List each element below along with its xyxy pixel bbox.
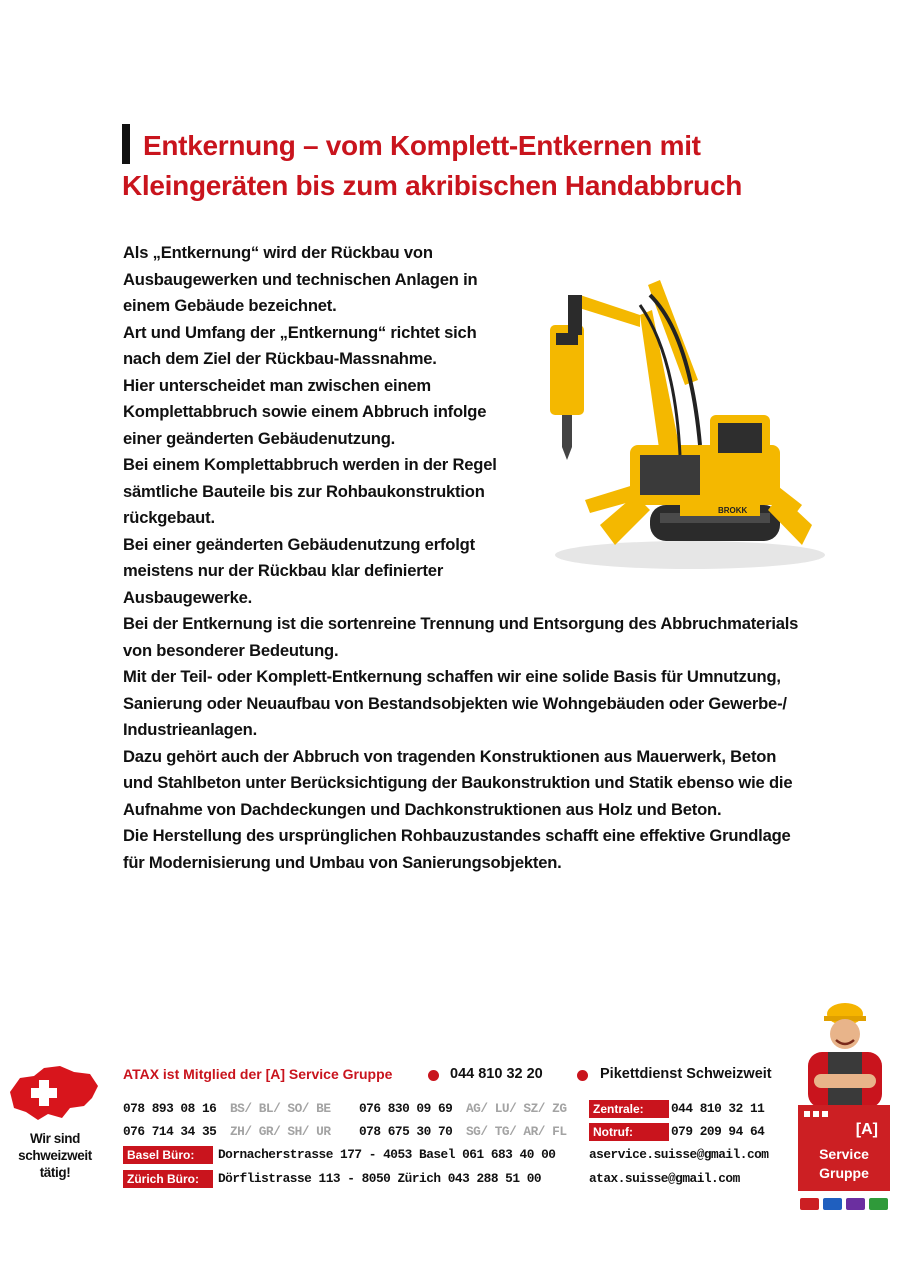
machine-label: BROKK [718,506,748,515]
paragraph-7 [123,664,803,744]
phone-number-2: 076 714 34 35 [123,1124,217,1139]
paragraph-3-pre: Hier unterscheidet man zwischen einem [123,375,431,395]
mini-logo-atax [800,1198,819,1210]
zuerich-office-label: Zürich Büro: [123,1170,213,1188]
zuerich-office-address: Dörflistrasse 113 - 8050 Zürich 043 288 51 00 [218,1171,542,1186]
hotline-bullet [428,1070,439,1081]
notruf-label: Notruf: [589,1123,669,1141]
paragraph-1: Als „Entkernung“ wird der Rückbau von Ausbaugewerken und technischen Anlagen in einem Gebäude bezeichnet. [123,243,478,315]
phone-regions-2: ZH/ GR/ SH/ UR [230,1124,331,1139]
paragraph-3 [123,373,503,453]
paragraph-4: Bei einem Komplettabbruch werden in der Regel sämtliche Bauteile bis zur Rohbaukonstruktion rückgebaut. [123,455,497,527]
title-line-1: Entkernung – vom Komplett-Entkernen mit [143,130,701,161]
paragraph-7-bold: Teil- oder Komplett-Entkernung [180,667,423,686]
paragraph-2: Art und Umfang der „Entkernung“ richtet sich nach dem Ziel der Rückbau-Massnahme. [123,322,477,368]
switzerland-map-icon [4,1062,102,1124]
service-gruppe-logo [798,1105,890,1191]
worker-mascot-image [800,1000,890,1108]
zentrale-label: Zentrale: [589,1100,669,1118]
paragraph-5: Bei einer geänderten Gebäudenutzung erfolgt meistens nur der Rückbau klar definierter Ausbaugewerke. [123,534,475,607]
notruf-number: 079 209 94 64 [671,1124,765,1139]
email-aservice[interactable]: aservice.suisse@gmail.com [589,1147,769,1162]
paragraph-9: Die Herstellung des ursprünglichen Rohbauzustandes schafft eine effektive Grundlage für Modernisierung und Umbau von Sanierungsobjekten. [123,826,791,872]
logo-square-2 [813,1111,819,1117]
paragraph-6: Bei der Entkernung ist die sortenreine Trennung und Entsorgung des Abbruchmaterials von besonderer Bedeutung. [123,614,799,660]
title-line-2: Kleingeräten bis zum akribischen Handabbruch [122,170,743,201]
email-atax[interactable]: atax.suisse@gmail.com [589,1171,740,1186]
page-title [122,126,822,206]
logo-line-2: Gruppe [819,1165,869,1181]
phone-regions-3: AG/ LU/ SZ/ ZG [466,1101,567,1116]
logo-a-mark: [A] [855,1121,878,1138]
phone-regions-1: BS/ BL/ SO/ BE [230,1101,331,1116]
paragraph-3-post: sowie einem Abbruch infolge einer geänderten Gebäudenutzung. [123,402,487,448]
mini-logo-aram [846,1198,865,1210]
paragraph-7-pre: Mit der [123,667,181,686]
paragraph-8: Dazu gehört auch der Abbruch von tragenden Konstruktionen aus Mauerwerk, Beton und Stahlbeton unter Berücksichtigung der Baukonstruktion und Statik ebenso wie die Aufnahme von Dachdeckungen und Dachkonstruktionen aus Holz und Beton. [123,746,793,819]
paragraph-7-post: schaffen wir eine solide Basis für Umnutzung, Sanierung oder Neuaufbau von Bestandsobjekten wie Wohngebäuden oder Gewerbe-/ Industrieanlagen. [123,667,787,739]
hotline-number: 044 810 32 20 [450,1066,543,1082]
phone-number-4: 078 675 30 70 [359,1124,453,1139]
demolition-robot-image [540,255,825,585]
phone-number-1: 078 893 08 16 [123,1101,217,1116]
phone-regions-4: SG/ TG/ AR/ FL [466,1124,567,1139]
mini-logo-astra [869,1198,888,1210]
mini-logo-atlas [823,1198,842,1210]
logo-square-1 [804,1111,810,1117]
logo-square-3 [822,1111,828,1117]
phone-number-3: 076 830 09 69 [359,1101,453,1116]
zentrale-number: 044 810 32 11 [671,1101,765,1116]
picket-text: Pikettdienst Schweizweit [600,1066,772,1082]
member-text: ATAX ist Mitglied der [A] Service Gruppe [123,1066,393,1082]
basel-office-label: Basel Büro: [123,1146,213,1164]
swiss-wide-text: Wir sind schweizweit tätig! [18,1131,92,1180]
logo-text [798,1145,890,1183]
picket-bullet [577,1070,588,1081]
paragraph-3-bold: Komplettabbruch [123,402,258,421]
logo-line-1: Service [819,1146,869,1162]
basel-office-address: Dornacherstrasse 177 - 4053 Basel 061 683 40 00 [218,1147,556,1162]
